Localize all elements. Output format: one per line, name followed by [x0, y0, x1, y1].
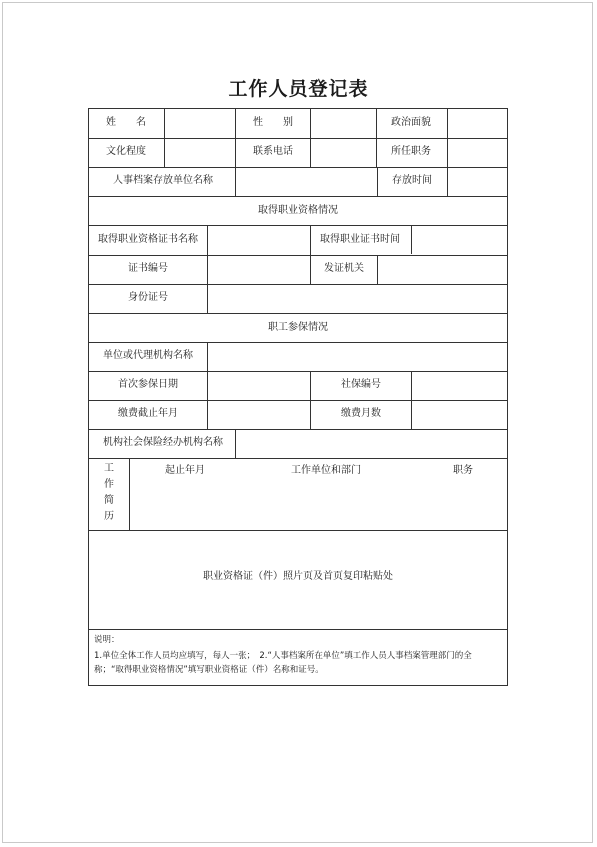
section-insurance: 职工参保情况	[268, 322, 328, 333]
label-education: 文化程度	[106, 146, 146, 157]
resume-col-period: 起止年月	[165, 465, 205, 476]
col-divider	[310, 225, 311, 284]
label-phone: 联系电话	[253, 146, 293, 157]
label-ss-no: 社保编号	[341, 379, 381, 390]
label-id-no: 身份证号	[128, 292, 168, 303]
label-cert-no: 证书编号	[128, 263, 168, 274]
col-divider	[377, 167, 378, 196]
resume-label-char: 简	[104, 495, 114, 506]
col-divider	[411, 225, 412, 254]
row-divider	[89, 530, 507, 531]
notes-line: 称；“取得职业资格情况”填写职业资格证（件）名称和证号。	[94, 665, 324, 675]
col-divider	[235, 429, 236, 458]
col-divider	[207, 342, 208, 371]
row-divider	[89, 313, 507, 314]
col-divider	[207, 225, 208, 313]
photo-paste-area: 职业资格证（件）照片页及首页复印粘贴处	[203, 571, 393, 582]
resume-label-char: 历	[104, 511, 114, 522]
col-divider	[129, 458, 130, 530]
notes-heading: 说明：	[94, 635, 120, 645]
col-divider	[447, 109, 448, 167]
resume-label-char: 作	[104, 479, 114, 490]
label-insured-unit: 单位或代理机构名称	[103, 350, 193, 361]
registration-form	[88, 108, 508, 686]
label-gender: 性 别	[253, 117, 293, 128]
label-deadline: 缴费截止年月	[118, 408, 178, 419]
col-divider	[376, 109, 377, 167]
col-divider	[447, 167, 448, 196]
row-divider	[89, 196, 507, 197]
section-qualification: 取得职业资格情况	[258, 205, 338, 216]
label-issuer: 发证机关	[324, 263, 364, 274]
col-divider	[207, 371, 208, 429]
col-divider	[377, 255, 378, 284]
resume-col-job: 职务	[453, 465, 473, 476]
label-political: 政治面貌	[391, 117, 431, 128]
resume-label-char: 工	[104, 463, 114, 474]
label-archive-unit: 人事档案存放单位名称	[113, 175, 213, 186]
label-name: 姓 名	[106, 117, 146, 128]
label-position: 所任职务	[391, 146, 431, 157]
row-divider	[89, 167, 507, 168]
resume-col-unit: 工作单位和部门	[291, 465, 361, 476]
row-divider	[89, 342, 507, 343]
notes-line: 1.单位全体工作人员均应填写，每人一张； 2.“人事档案所在单位”填工作人员人事档案管理部门的全	[94, 651, 472, 661]
row-divider	[89, 400, 507, 401]
label-months: 缴费月数	[341, 408, 381, 419]
label-archive-time: 存放时间	[392, 175, 432, 186]
row-divider	[89, 458, 507, 459]
row-divider	[89, 629, 507, 630]
col-divider	[164, 109, 165, 167]
col-divider	[310, 371, 311, 429]
row-divider	[89, 429, 507, 430]
col-divider	[235, 109, 236, 167]
label-first-date: 首次参保日期	[118, 379, 178, 390]
row-divider	[89, 225, 507, 226]
label-cert-name: 取得职业资格证书名称	[98, 234, 198, 245]
label-agency: 机构社会保险经办机构名称	[103, 437, 223, 448]
col-divider	[235, 167, 236, 196]
form-title: 工作人员登记表	[228, 78, 369, 100]
row-divider	[89, 284, 507, 285]
row-divider	[89, 255, 507, 256]
col-divider	[411, 371, 412, 429]
label-cert-time: 取得职业证书时间	[320, 234, 400, 245]
row-divider	[89, 138, 507, 139]
col-divider	[310, 109, 311, 167]
row-divider	[89, 371, 507, 372]
